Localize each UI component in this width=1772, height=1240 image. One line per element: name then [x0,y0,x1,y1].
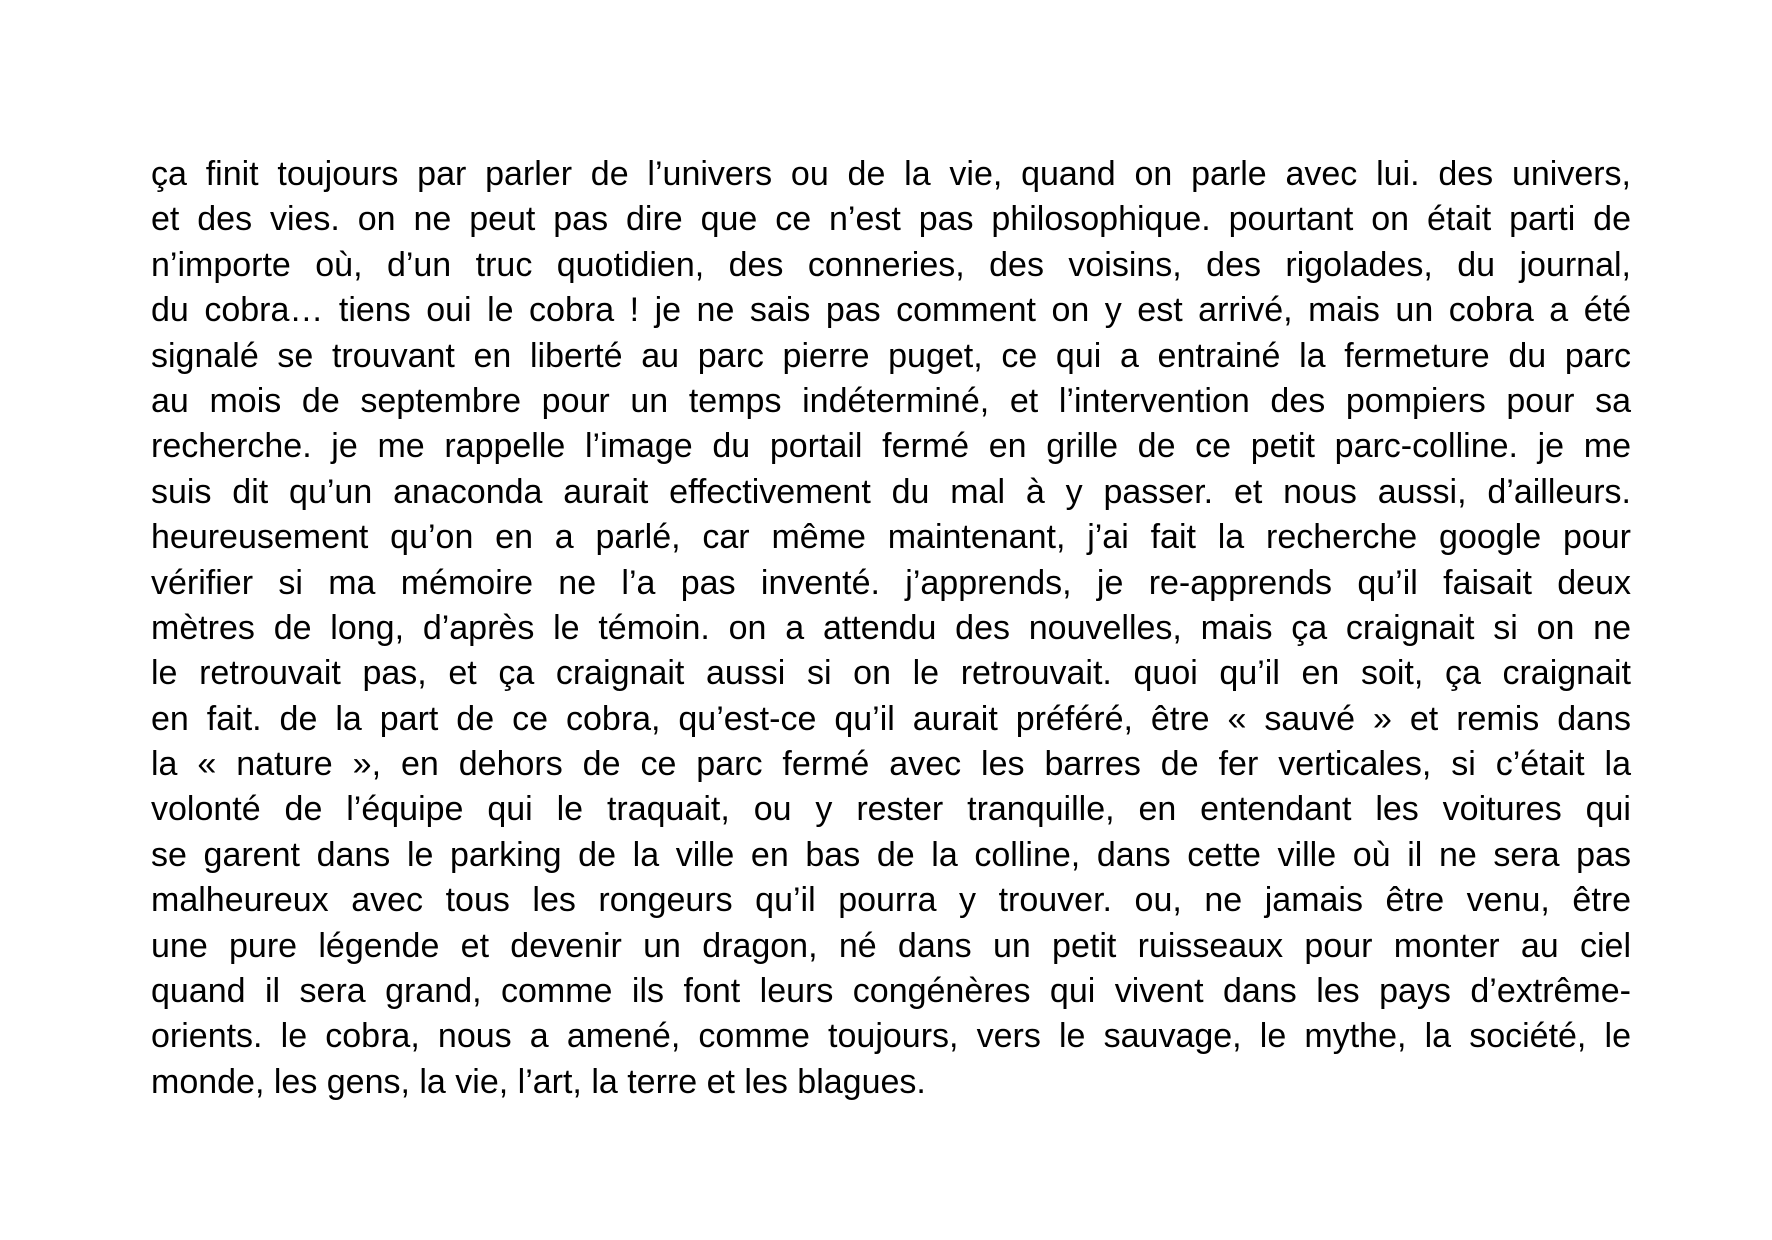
text-line: quand il sera grand, comme ils font leurs congénères qui vivent dans les pays d’extrême- [151,972,1631,1011]
text-line: orients. le cobra, nous a amené, comme toujours, vers le sauvage, le mythe, la société, le [151,1017,1631,1056]
text-line: ça finit toujours par parler de l’univers ou de la vie, quand on parle avec lui. des univers, [151,155,1631,193]
text-line: et des vies. on ne peut pas dire que ce n’est pas philosophique. pourtant on était parti de [151,200,1631,239]
text-line: en fait. de la part de ce cobra, qu’est-ce qu’il aurait préféré, être « sauvé » et remis dans [151,699,1631,738]
text-line: malheureux avec tous les rongeurs qu’il pourra y trouver. ou, ne jamais être venu, être [151,881,1631,920]
text-line: la « nature », en dehors de ce parc fermé avec les barres de fer verticales, si c’était la [151,745,1631,784]
text-line: recherche. je me rappelle l’image du portail fermé en grille de ce petit parc-colline. je me [151,427,1631,466]
text-line: signalé se trouvant en liberté au parc pierre puget, ce qui a entrainé la fermeture du parc [151,336,1631,375]
text-line: du cobra… tiens oui le cobra ! je ne sais pas comment on y est arrivé, mais un cobra a été [151,291,1631,330]
text-line: au mois de septembre pour un temps indéterminé, et l’intervention des pompiers pour sa [151,381,1631,420]
text-line: heureusement qu’on en a parlé, car même maintenant, j’ai fait la recherche google pour [151,518,1631,557]
text-line: mètres de long, d’après le témoin. on a attendu des nouvelles, mais ça craignait si on ne [151,608,1631,647]
text-line: volonté de l’équipe qui le traquait, ou y rester tranquille, en entendant les voitures qui [151,790,1631,829]
text-line: n’importe où, d’un truc quotidien, des conneries, des voisins, des rigolades, du journal, [151,245,1631,284]
text-line: vérifier si ma mémoire ne l’a pas inventé. j’apprends, je re-apprends qu’il faisait deux [151,563,1631,602]
text-line: monde, les gens, la vie, l’art, la terre et les blagues. [151,1062,926,1101]
body-paragraph [151,152,1631,1105]
text-line: se garent dans le parking de la ville en bas de la colline, dans cette ville où il ne sera pas [151,835,1631,874]
text-line: une pure légende et devenir un dragon, né dans un petit ruisseaux pour monter au ciel [151,926,1631,965]
text-line: le retrouvait pas, et ça craignait aussi si on le retrouvait. quoi qu’il en soit, ça craignait [151,654,1631,693]
text-line: suis dit qu’un anaconda aurait effectivement du mal à y passer. et nous aussi, d’ailleurs. [151,472,1631,511]
